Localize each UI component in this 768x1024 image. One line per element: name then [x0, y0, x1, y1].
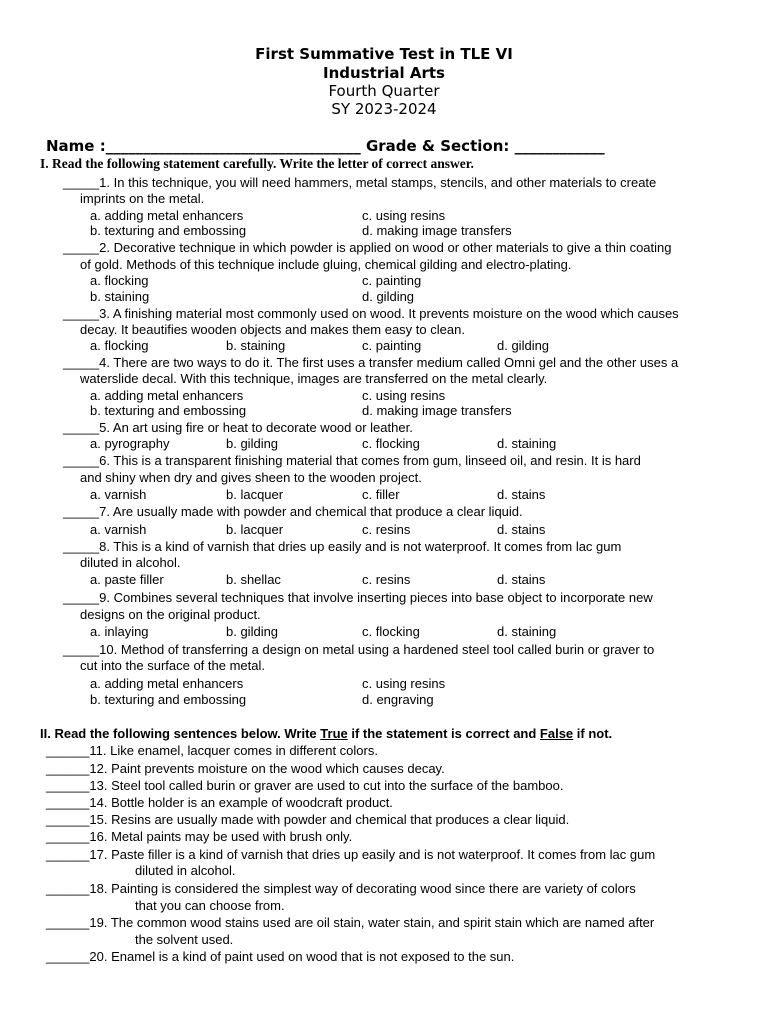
- answer-blank: ______: [46, 795, 90, 810]
- question-1-continuation: imprints on the metal.: [80, 191, 205, 206]
- question-text: A finishing material most commonly used on wood. It prevents moisture on the wood which causes: [112, 306, 679, 321]
- question-number: 5.: [99, 420, 110, 435]
- question-text: This is a transparent finishing material that comes from gum, linseed oil, and resin. It is hard: [113, 453, 641, 468]
- question-2-option-a: a. flocking: [90, 273, 149, 288]
- answer-blank: ______: [46, 761, 90, 776]
- question-1-option-b: b. texturing and embossing: [90, 223, 247, 238]
- question-text: In this technique, you will need hammers, metal stamps, stencils, and other materials to create: [113, 175, 657, 190]
- question-8-option-c: c. resins: [362, 572, 411, 587]
- student-info-row: [46, 137, 605, 155]
- statement-text: Steel tool called burin or graver are used to cut into the surface of the bamboo.: [111, 778, 564, 793]
- answer-blank: _____: [63, 453, 100, 468]
- statement-16: [46, 829, 352, 845]
- subject-title: Industrial Arts: [323, 64, 445, 82]
- question-6-option-c: c. filler: [362, 487, 400, 502]
- question-4-option-b: b. texturing and embossing: [90, 403, 247, 418]
- question-number: 3.: [99, 306, 110, 321]
- answer-blank: _____: [63, 642, 100, 657]
- statement-text: Resins are usually made with powder and chemical that produces a clear liquid.: [111, 812, 570, 827]
- question-text: An art using fire or heat to decorate wood or leather.: [112, 420, 413, 435]
- question-3: [63, 306, 679, 322]
- grade-section-blank: ____________: [514, 137, 605, 155]
- question-5-option-c: c. flocking: [362, 436, 420, 451]
- answer-blank: _____: [63, 504, 100, 519]
- question-3-option-a: a. flocking: [90, 338, 149, 353]
- statement-number: 19.: [89, 915, 108, 930]
- question-7-option-c: c. resins: [362, 522, 411, 537]
- question-number: 1.: [99, 175, 110, 190]
- statement-text: Paste filler is a kind of varnish that dries up easily and is not waterproof. It comes from lac gum: [111, 847, 656, 862]
- question-number: 4.: [99, 355, 110, 370]
- statement-19: [46, 915, 654, 931]
- question-2-option-c: c. painting: [362, 273, 422, 288]
- question-6: [63, 453, 641, 469]
- statement-15: [46, 812, 569, 828]
- statement-text: Paint prevents moisture on the wood which causes decay.: [111, 761, 445, 776]
- question-10-option-c: c. using resins: [362, 676, 446, 691]
- question-10: [63, 642, 654, 658]
- answer-blank: _____: [63, 539, 100, 554]
- statement-19-continuation: the solvent used.: [135, 932, 234, 947]
- question-text: Are usually made with powder and chemical that produce a clear liquid.: [112, 504, 523, 519]
- statement-13: [46, 778, 563, 794]
- statement-18-continuation: that you can choose from.: [135, 898, 285, 913]
- true-keyword: True: [320, 726, 348, 741]
- answer-blank: ______: [46, 743, 90, 758]
- question-9-continuation: designs on the original product.: [80, 607, 261, 622]
- instruction-text: II. Read the following sentences below. Write: [40, 726, 321, 741]
- question-6-option-b: b. lacquer: [226, 487, 284, 502]
- question-7-option-d: d. stains: [497, 522, 546, 537]
- answer-blank: ______: [46, 847, 90, 862]
- statement-17-continuation: diluted in alcohol.: [135, 863, 236, 878]
- statement-text: Painting is considered the simplest way of decorating wood since there are variety of colors: [111, 881, 636, 896]
- answer-blank: ______: [46, 829, 90, 844]
- question-9: [63, 590, 653, 606]
- question-5-option-a: a. pyrography: [90, 436, 170, 451]
- question-6-option-a: a. varnish: [90, 487, 147, 502]
- statement-20: [46, 949, 514, 965]
- question-8-continuation: diluted in alcohol.: [80, 555, 181, 570]
- question-4-option-a: a. adding metal enhancers: [90, 388, 244, 403]
- question-9-option-b: b. gilding: [226, 624, 279, 639]
- question-3-option-d: d. gilding: [497, 338, 550, 353]
- question-2-option-b: b. staining: [90, 289, 150, 304]
- statement-text: Bottle holder is an example of woodcraft product.: [111, 795, 393, 810]
- question-2: [63, 240, 672, 256]
- question-10-option-a: a. adding metal enhancers: [90, 676, 244, 691]
- statement-text: Like enamel, lacquer comes in different colors.: [110, 743, 378, 758]
- question-1-option-d: d. making image transfers: [362, 223, 512, 238]
- question-3-option-c: c. painting: [362, 338, 422, 353]
- statement-number: 13.: [89, 778, 108, 793]
- question-1: [63, 175, 656, 191]
- question-9-option-c: c. flocking: [362, 624, 420, 639]
- question-8-option-a: a. paste filler: [90, 572, 164, 587]
- answer-blank: _____: [63, 175, 100, 190]
- question-7-option-a: a. varnish: [90, 522, 147, 537]
- question-5-option-b: b. gilding: [226, 436, 279, 451]
- question-10-continuation: cut into the surface of the metal.: [80, 658, 265, 673]
- statement-14: [46, 795, 393, 811]
- question-9-option-a: a. inlaying: [90, 624, 149, 639]
- question-number: 6.: [99, 453, 110, 468]
- statement-number: 12.: [89, 761, 108, 776]
- question-8-option-b: b. shellac: [226, 572, 281, 587]
- statement-17: [46, 847, 655, 863]
- answer-blank: _____: [63, 420, 100, 435]
- statement-text: Enamel is a kind of paint used on wood that is not exposed to the sun.: [111, 949, 515, 964]
- answer-blank: _____: [63, 240, 100, 255]
- grade-section-label: Grade & Section:: [365, 137, 510, 155]
- test-title: First Summative Test in TLE VI: [255, 45, 513, 63]
- question-4-option-d: d. making image transfers: [362, 403, 512, 418]
- statement-number: 15.: [89, 812, 108, 827]
- question-3-option-b: b. staining: [226, 338, 286, 353]
- question-5-option-d: d. staining: [497, 436, 557, 451]
- quarter-label: Fourth Quarter: [328, 82, 440, 100]
- question-text: There are two ways to do it. The first uses a transfer medium called Omni gel and the other uses a: [113, 355, 679, 370]
- question-2-continuation: of gold. Methods of this technique include gluing, chemical gilding and electro-plating.: [80, 257, 572, 272]
- statement-number: 14.: [89, 795, 108, 810]
- answer-blank: ______: [46, 915, 90, 930]
- question-10-option-d: d. engraving: [362, 692, 434, 707]
- statement-number: 16.: [89, 829, 108, 844]
- question-number: 2.: [99, 240, 110, 255]
- statement-text: The common wood stains used are oil stain, water stain, and spirit stain which are named after: [110, 915, 655, 930]
- answer-blank: _____: [63, 590, 100, 605]
- question-number: 7.: [99, 504, 110, 519]
- question-6-continuation: and shiny when dry and gives sheen to the wooden project.: [80, 470, 422, 485]
- question-text: Decorative technique in which powder is applied on wood or other materials to give a thin coating: [113, 240, 672, 255]
- statement-12: [46, 761, 445, 777]
- question-1-option-a: a. adding metal enhancers: [90, 208, 244, 223]
- question-10-option-b: b. texturing and embossing: [90, 692, 247, 707]
- question-number: 9.: [99, 590, 110, 605]
- question-2-option-d: d. gilding: [362, 289, 415, 304]
- statement-18: [46, 881, 636, 897]
- answer-blank: ______: [46, 949, 90, 964]
- statement-number: 17.: [89, 847, 108, 862]
- name-label: Name :: [46, 137, 106, 155]
- question-9-option-d: d. staining: [497, 624, 557, 639]
- question-4-continuation: waterslide decal. With this technique, images are transferred on the metal clearly.: [80, 371, 548, 386]
- question-number: 10.: [99, 642, 118, 657]
- statement-text: Metal paints may be used with brush only.: [111, 829, 353, 844]
- question-1-option-c: c. using resins: [362, 208, 446, 223]
- question-text: Combines several techniques that involve inserting pieces into base object to incorporate new: [113, 590, 653, 605]
- question-8: [63, 539, 621, 555]
- false-keyword: False: [539, 726, 574, 741]
- statement-11: [46, 743, 378, 759]
- name-blank: __________________________________: [105, 137, 361, 155]
- question-4: [63, 355, 678, 371]
- statement-number: 18.: [89, 881, 108, 896]
- question-text: This is a kind of varnish that dries up easily and is not waterproof. It comes from lac gum: [113, 539, 622, 554]
- answer-blank: ______: [46, 881, 90, 896]
- school-year-label: SY 2023-2024: [331, 100, 437, 118]
- question-number: 8.: [99, 539, 110, 554]
- question-4-option-c: c. using resins: [362, 388, 446, 403]
- instruction-text: if not.: [573, 726, 613, 741]
- question-7: [63, 504, 523, 520]
- question-5: [63, 420, 413, 436]
- statement-number: 11.: [89, 743, 107, 758]
- part2-instruction: [40, 726, 612, 742]
- instruction-text: if the statement is correct and: [347, 726, 540, 741]
- question-8-option-d: d. stains: [497, 572, 546, 587]
- question-3-continuation: decay. It beautifies wooden objects and makes them easy to clean.: [80, 322, 465, 337]
- part1-instruction: I. Read the following statement carefully. Write the letter of correct answer.: [40, 156, 474, 171]
- answer-blank: ______: [46, 778, 90, 793]
- statement-number: 20.: [89, 949, 108, 964]
- answer-blank: _____: [63, 306, 100, 321]
- question-6-option-d: d. stains: [497, 487, 546, 502]
- question-7-option-b: b. lacquer: [226, 522, 284, 537]
- question-text: Method of transferring a design on metal using a hardened steel tool called burin or graver to: [120, 642, 655, 657]
- answer-blank: ______: [46, 812, 90, 827]
- answer-blank: _____: [63, 355, 100, 370]
